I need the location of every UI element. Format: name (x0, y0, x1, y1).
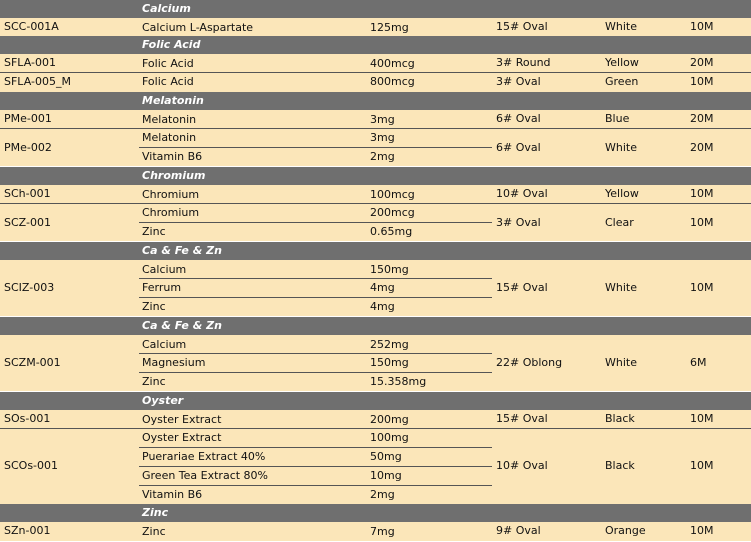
section-header (0, 0, 751, 18)
ingredient-name: Melatonin (142, 131, 197, 145)
product-code: SCh-001 (4, 187, 51, 201)
ingredient-amount: 7mg (370, 524, 395, 538)
tablet-size: 3# Oval (496, 75, 541, 89)
ingredient-amount: 400mcg (370, 56, 415, 70)
product-code: SFLA-001 (4, 56, 56, 70)
ingredient-name: Calcium L-Aspartate (142, 20, 254, 34)
quantity: 6M (690, 356, 707, 370)
quantity: 20M (690, 112, 714, 126)
ingredient-amount: 50mg (370, 450, 402, 463)
quantity: 10M (690, 20, 714, 34)
tablet-color: White (605, 356, 637, 370)
section-title: Zinc (142, 506, 169, 519)
product-code: SCZ-001 (4, 215, 51, 229)
section-title: Chromium (142, 169, 206, 182)
tablet-size: 6# Oval (496, 112, 541, 126)
section-header (0, 242, 751, 260)
quantity: 10M (690, 281, 714, 295)
quantity: 10M (690, 524, 714, 538)
ingredient-name: Oyster Extract (142, 412, 222, 426)
product-code: SCC-001A (4, 20, 59, 34)
ingredient-amount: 2mg (370, 150, 395, 163)
product-code: SCIZ-003 (4, 281, 55, 295)
section-title: Calcium (142, 2, 191, 15)
row-divider (139, 278, 492, 279)
ingredient-name: Magnesium (142, 356, 206, 370)
ingredient-amount: 800mcg (370, 75, 415, 89)
tablet-size: 6# Oval (496, 140, 541, 154)
tablet-color: Yellow (605, 56, 639, 70)
quantity: 10M (690, 412, 714, 426)
tablet-color: White (605, 281, 637, 295)
tablet-color: Black (605, 412, 635, 426)
tablet-color: Orange (605, 524, 646, 538)
tablet-size: 15# Oval (496, 20, 548, 34)
tablet-color: White (605, 20, 637, 34)
ingredient-amount: 15.358mg (370, 375, 427, 388)
section-title: Melatonin (142, 94, 204, 107)
row-divider (139, 372, 492, 373)
tablet-size: 22# Oblong (496, 356, 563, 370)
product-code: PMe-001 (4, 112, 52, 126)
row-divider (139, 222, 492, 223)
ingredient-name: Calcium (142, 337, 187, 351)
tablet-color: Yellow (605, 187, 639, 201)
product-code: SCZM-001 (4, 356, 61, 370)
ingredient-name: Zinc (142, 300, 166, 313)
tablet-size: 9# Oval (496, 524, 541, 538)
ingredient-name: Green Tea Extract 80% (142, 468, 269, 482)
ingredient-amount: 100mg (370, 431, 409, 445)
ingredient-name: Oyster Extract (142, 431, 222, 445)
tablet-color: Green (605, 75, 639, 89)
product-code: SFLA-005_M (4, 75, 71, 89)
quantity: 20M (690, 56, 714, 70)
ingredient-amount: 150mg (370, 356, 409, 370)
quantity: 10M (690, 75, 714, 89)
tablet-size: 10# Oval (496, 459, 548, 473)
ingredient-name: Zinc (142, 375, 166, 388)
section-header (0, 167, 751, 185)
section-header (0, 392, 751, 410)
ingredient-amount: 125mg (370, 20, 409, 34)
ingredient-name: Melatonin (142, 112, 197, 126)
ingredient-name: Folic Acid (142, 75, 194, 89)
product-code: SZn-001 (4, 524, 51, 538)
ingredient-name: Vitamin B6 (142, 487, 203, 501)
tablet-color: Clear (605, 215, 634, 229)
ingredient-amount: 4mg (370, 281, 395, 295)
tablet-color: Black (605, 459, 635, 473)
section-header (0, 36, 751, 54)
ingredient-name: Ferrum (142, 281, 182, 295)
quantity: 10M (690, 187, 714, 201)
ingredient-amount: 4mg (370, 300, 395, 313)
section-header (0, 92, 751, 110)
quantity: 10M (690, 215, 714, 229)
ingredient-name: Zinc (142, 225, 166, 238)
ingredient-name: Puerariae Extract 40% (142, 450, 266, 463)
tablet-size: 15# Oval (496, 412, 548, 426)
ingredient-amount: 100mcg (370, 187, 415, 201)
ingredient-amount: 150mg (370, 262, 409, 276)
product-code: SCOs-001 (4, 459, 59, 473)
ingredient-amount: 2mg (370, 487, 395, 501)
ingredient-amount: 0.65mg (370, 225, 413, 238)
product-code: PMe-002 (4, 140, 52, 154)
section-header (0, 504, 751, 522)
section-title: Folic Acid (142, 38, 201, 51)
ingredient-name: Vitamin B6 (142, 150, 203, 163)
ingredient-amount: 200mcg (370, 206, 415, 220)
ingredient-amount: 252mg (370, 337, 409, 351)
ingredient-name: Zinc (142, 524, 166, 538)
quantity: 10M (690, 459, 714, 473)
ingredient-name: Calcium (142, 262, 187, 276)
tablet-size: 3# Oval (496, 215, 541, 229)
ingredient-name: Chromium (142, 187, 200, 201)
section-title: Oyster (142, 394, 184, 407)
tablet-color: Blue (605, 112, 630, 126)
quantity: 20M (690, 140, 714, 154)
ingredient-amount: 200mg (370, 412, 409, 426)
row-divider (139, 297, 492, 298)
section-title: Ca & Fe & Zn (142, 319, 222, 332)
tablet-size: 10# Oval (496, 187, 548, 201)
ingredient-amount: 10mg (370, 468, 402, 482)
ingredient-name: Folic Acid (142, 56, 194, 70)
section-title: Ca & Fe & Zn (142, 244, 222, 257)
ingredient-amount: 3mg (370, 131, 395, 145)
tablet-size: 15# Oval (496, 281, 548, 295)
section-header (0, 317, 751, 335)
ingredient-name: Chromium (142, 206, 200, 220)
ingredient-amount: 3mg (370, 112, 395, 126)
tablet-size: 3# Round (496, 56, 551, 70)
tablet-color: White (605, 140, 637, 154)
product-code: SOs-001 (4, 412, 51, 426)
